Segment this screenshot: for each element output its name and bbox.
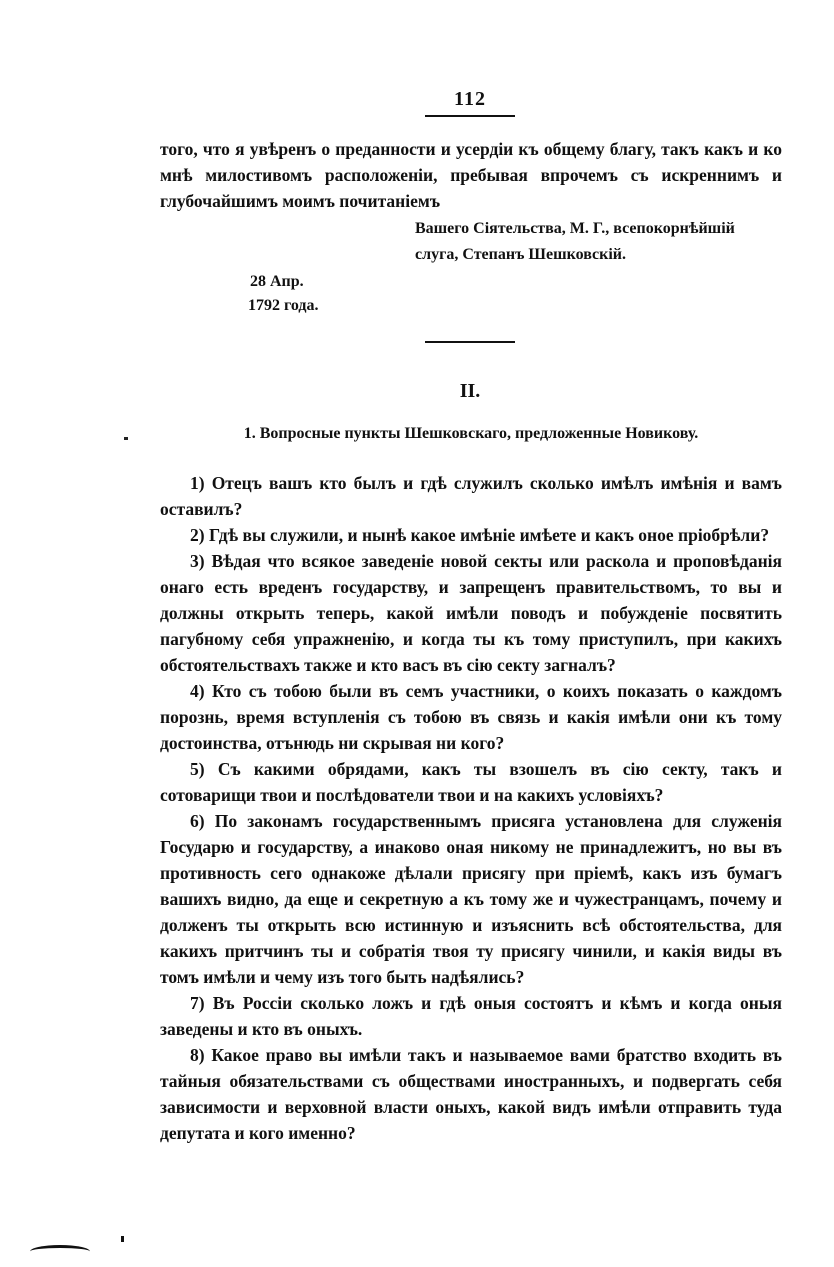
opening-paragraph: того, что я увѣренъ о преданности и усердіи къ общему благу, такъ какъ и ко мнѣ милостивомъ расположеніи, пребывая впрочемъ съ искреннимъ и глубочайшимъ моимъ почитаніемъ (160, 139, 782, 211)
signature-block (415, 216, 795, 268)
date-year: 1792 года. (248, 297, 319, 314)
question-text: Какое право вы имѣли такъ и называемое вами братство входить въ тайныя обязательствами съ обществами иностранныхъ, и подвергать себя зависимости и верховной власти оныхъ, какой видъ имѣли отправить туда депутата и кого именно? (160, 1045, 782, 1143)
question-text: Отецъ вашъ кто былъ и гдѣ служилъ сколько имѣлъ имѣнія и вамъ оставилъ? (160, 473, 782, 519)
question-number: 4) (190, 681, 205, 701)
question-number: 6) (190, 811, 205, 831)
page-number-rule (425, 115, 515, 117)
section-rule (425, 341, 515, 343)
section-heading: 1. Вопросные пункты Шешковскаго, предложенные Новикову. (243, 425, 699, 442)
page-number: 112 (454, 88, 486, 110)
question-item (160, 678, 782, 756)
question-number: 1) (190, 473, 205, 493)
date-day: 28 Апр. (250, 273, 304, 290)
question-text: Вѣдая что всякое заведеніе новой секты или раскола и проповѣданія онаго есть вреденъ государству, и запрещенъ правительствомъ, то вы и должны открыть теперь, какой имѣли поводъ и побужденіе посвятить пагубному себя упражненію, и когда ты къ тому приступилъ, при какихъ обстоятельствахъ также и кто васъ въ сію секту загналъ? (160, 551, 782, 675)
dateline (250, 270, 319, 318)
question-number: 7) (190, 993, 205, 1013)
question-text: Съ какими обрядами, какъ ты взошелъ въ сію секту, такъ и сотоварищи твои и послѣдователи твои и на какихъ условіяхъ? (160, 759, 782, 805)
margin-dot (124, 437, 128, 440)
question-item (160, 470, 782, 522)
question-item (160, 756, 782, 808)
section-numeral: II. (459, 380, 481, 402)
question-item (160, 990, 782, 1042)
question-item (160, 1042, 782, 1146)
question-text: Кто съ тобою были въ семъ участники, о коихъ показать о каждомъ порознь, время вступленія съ тобою въ связь и какія имѣли они къ тому достоинства, отънюдь ни скрывая ни кого? (160, 681, 782, 753)
scan-edge-mark (30, 1245, 90, 1258)
question-text: Гдѣ вы служили, и нынѣ какое имѣніе имѣете и какъ оное пріобрѣли? (208, 525, 770, 545)
question-number: 3) (190, 551, 205, 571)
questions-list (160, 470, 782, 1146)
question-item (160, 808, 782, 990)
question-number: 2) (190, 525, 205, 545)
question-number: 5) (190, 759, 205, 779)
signature-line-2: слуга, Степанъ Шешковскій. (415, 246, 627, 263)
question-number: 8) (190, 1045, 205, 1065)
question-item (160, 548, 782, 678)
question-text: По законамъ государственнымъ присяга установлена для служенія Государю и государству, а инаково оная никому не принадлежитъ, но вы въ противность сего однакоже дѣлали присягу при пріемѣ, какъ изъ бумагъ вашихъ видно, да еще и секретную а къ тому же и чужестранцамъ, почему и долженъ ты открыть всю истинную и изъяснить всѣ обстоятельства, для какихъ притчинъ ты и собратія твоя ту присягу чинили, и какія виды въ томъ имѣли и чему изъ того быть надѣялись? (160, 811, 783, 987)
signature-line-1: Вашего Сіятельства, М. Г., всепокорнѣйшій (415, 220, 735, 237)
question-item (160, 522, 782, 548)
scan-tick-mark (121, 1236, 124, 1242)
question-text: Въ Россіи сколько ложъ и гдѣ оныя состоятъ и кѣмъ и когда оныя заведены и кто въ оныхъ. (160, 993, 782, 1039)
